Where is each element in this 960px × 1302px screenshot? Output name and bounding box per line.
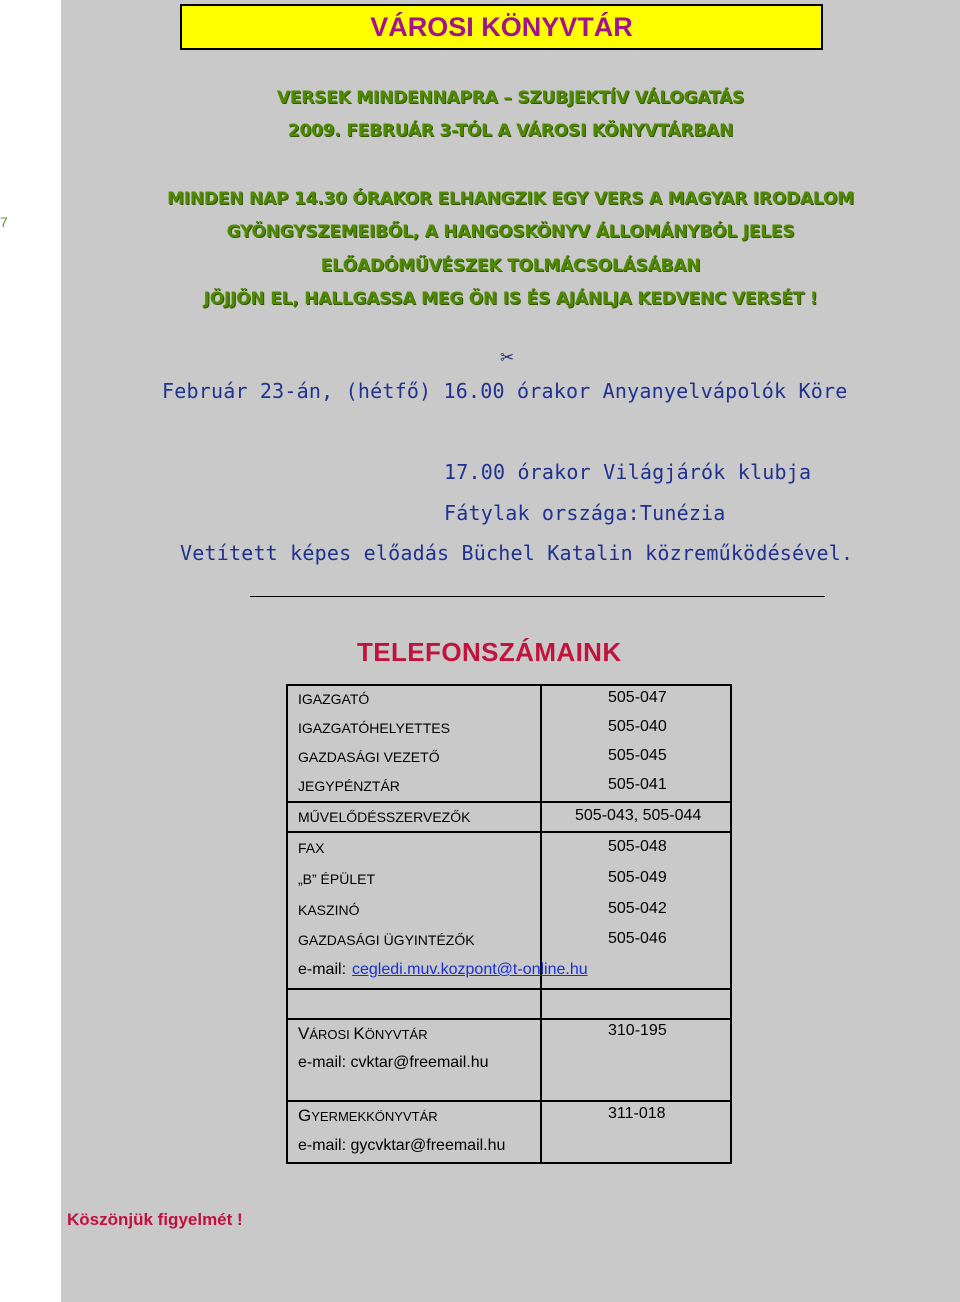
row-label: GAZDASÁGI ÜGYINTÉZŐK [298, 932, 475, 948]
children-library-box [286, 1100, 732, 1164]
row-number: 505-049 [608, 869, 667, 886]
column-divider [540, 1102, 542, 1162]
row-number: 505-042 [608, 900, 667, 917]
column-divider [540, 990, 542, 1018]
row-label: IGAZGATÓHELYETTES [298, 720, 450, 736]
intro-line-2: 2009. FEBRUÁR 3-TÓL A VÁROSI KÖNYVTÁRBAN [287, 121, 734, 141]
intro-line-3: MINDEN NAP 14.30 ÓRAKOR ELHANGZIK EGY VERS A MAGYAR IRODALOM [167, 189, 854, 209]
row-label: KASZINÓ [298, 902, 360, 918]
library-box [286, 1018, 732, 1102]
phones-heading: TELEFONSZÁMAINK [357, 637, 622, 667]
event-line-3: Fátylak országa:Tunézia [444, 501, 726, 525]
row-number: 505-043, 505-044 [575, 807, 702, 824]
children-library-number: 311-018 [608, 1105, 666, 1122]
row-label: MŰVELŐDÉSSZERVEZŐK [298, 809, 471, 825]
row-label: „B” ÉPÜLET [298, 871, 376, 887]
event-line-4: Vetített képes előadás Büchel Katalin közreműködésével. [180, 541, 854, 565]
event-line-2: 17.00 órakor Világjárók klubja [444, 460, 812, 484]
divider [250, 596, 825, 597]
row-divider [288, 831, 730, 833]
row-number: 505-045 [608, 747, 667, 764]
library-name: VÁROSI KÖNYVTÁR [298, 1024, 428, 1043]
email-link[interactable]: cegledi.muv.kozpont@t-online.hu [352, 961, 588, 978]
intro-line-6: JÖJJÖN EL, HALLGASSA MEG ÖN IS ÉS AJÁNLJA KEDVENC VERSÉT ! [203, 289, 818, 309]
thanks-text: Köszönjük figyelmét ! [67, 1210, 243, 1229]
library-number: 310-195 [608, 1022, 667, 1039]
phone-table [286, 684, 732, 990]
intro-line-1: VERSEK MINDENNAPRA – SZUBJEKTÍV VÁLOGATÁS [276, 88, 745, 108]
scissors-icon: ✂ [500, 348, 515, 368]
event-line-1: Február 23-án, (hétfő) 16.00 órakor Anyanyelvápolók Köre [162, 379, 848, 403]
row-label: IGAZGATÓ [298, 691, 370, 707]
intro-line-5: ELŐADÓMŰVÉSZEK TOLMÁCSOLÁSÁBAN [320, 256, 701, 276]
row-label: GAZDASÁGI VEZETŐ [298, 749, 440, 765]
email-prefix: e-mail: [298, 961, 347, 978]
stray-mark: 7 [0, 214, 8, 230]
children-library-name: GYERMEKKÖNYVTÁR [298, 1106, 438, 1125]
row-number: 505-041 [608, 776, 667, 793]
library-email: e-mail: cvktar@freemail.hu [298, 1054, 489, 1071]
title-banner [180, 4, 823, 50]
spacer-box [286, 988, 732, 1020]
row-number: 505-046 [608, 930, 667, 947]
column-divider [540, 686, 542, 988]
column-divider [540, 1020, 542, 1100]
row-divider [288, 801, 730, 803]
row-label: FAX [298, 840, 325, 856]
row-label: JEGYPÉNZTÁR [298, 778, 400, 794]
row-number: 505-047 [608, 689, 667, 706]
row-number: 505-040 [608, 718, 667, 735]
children-library-email: e-mail: gycvktar@freemail.hu [298, 1137, 506, 1154]
page-title: VÁROSI KÖNYVTÁR [370, 11, 633, 42]
row-number: 505-048 [608, 838, 667, 855]
intro-line-4: GYÖNGYSZEMEIBŐL, A HANGOSKÖNYV ÁLLOMÁNYBÓL JELES [226, 222, 795, 242]
